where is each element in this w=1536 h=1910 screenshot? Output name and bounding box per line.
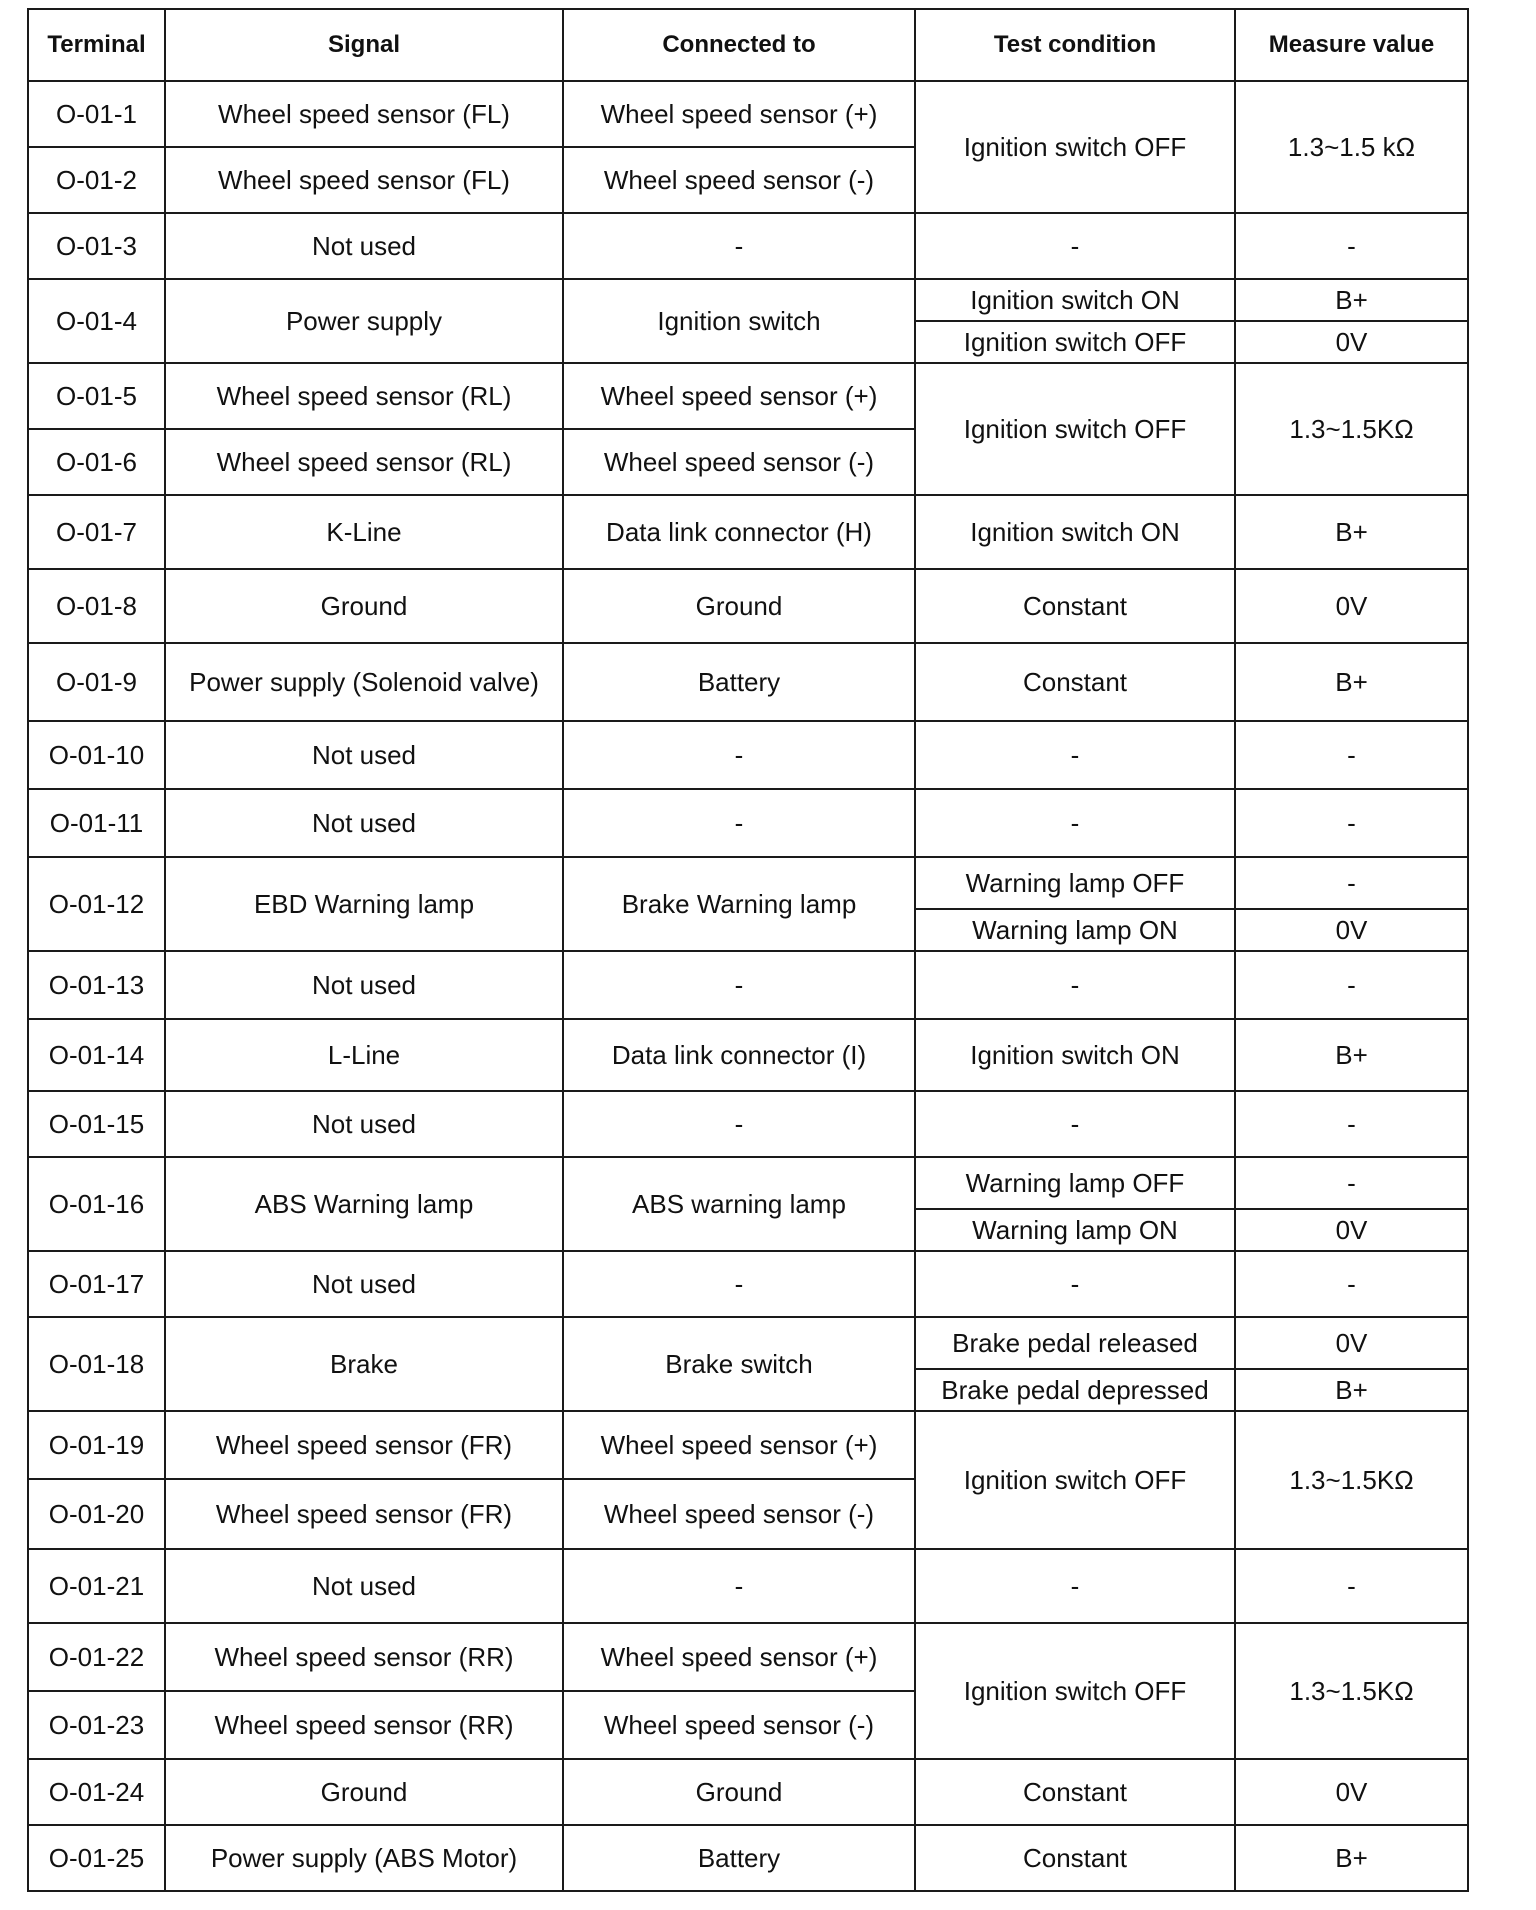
measure-value-cell: - [1235, 789, 1468, 857]
test-condition-cell: - [915, 213, 1235, 279]
signal-cell: L-Line [165, 1019, 563, 1091]
test-condition-cell: Ignition switch ON [915, 279, 1235, 321]
header-measure-value: Measure value [1235, 9, 1468, 81]
test-condition-cell: Warning lamp ON [915, 909, 1235, 951]
signal-cell: Wheel speed sensor (RL) [165, 363, 563, 429]
test-condition-cell: - [915, 1251, 1235, 1317]
measure-value-cell: B+ [1235, 1825, 1468, 1891]
connected-cell: Wheel speed sensor (-) [563, 1479, 915, 1549]
table-row [28, 1317, 1468, 1369]
connected-cell: - [563, 213, 915, 279]
terminal-cell: O-01-22 [28, 1623, 165, 1691]
signal-cell: Not used [165, 951, 563, 1019]
measure-value-cell: 0V [1235, 909, 1468, 951]
signal-cell: Wheel speed sensor (RL) [165, 429, 563, 495]
table-row [28, 569, 1468, 643]
terminal-cell: O-01-3 [28, 213, 165, 279]
test-condition-cell: Ignition switch OFF [915, 321, 1235, 363]
table-row [28, 1019, 1468, 1091]
connected-cell: Brake switch [563, 1317, 915, 1411]
connected-cell: Wheel speed sensor (-) [563, 429, 915, 495]
terminal-cell: O-01-12 [28, 857, 165, 951]
connected-cell: Battery [563, 1825, 915, 1891]
measure-value-cell: B+ [1235, 1019, 1468, 1091]
connected-cell: - [563, 1549, 915, 1623]
terminal-cell: O-01-23 [28, 1691, 165, 1759]
connected-cell: - [563, 1251, 915, 1317]
signal-cell: Power supply [165, 279, 563, 363]
table-row [28, 1411, 1468, 1479]
terminal-cell: O-01-5 [28, 363, 165, 429]
connected-cell: Wheel speed sensor (-) [563, 147, 915, 213]
terminal-cell: O-01-13 [28, 951, 165, 1019]
connected-cell: Wheel speed sensor (+) [563, 1623, 915, 1691]
test-condition-cell: Constant [915, 1825, 1235, 1891]
table-row [28, 363, 1468, 429]
measure-value-cell: - [1235, 1251, 1468, 1317]
test-condition-cell: Constant [915, 643, 1235, 721]
signal-cell: Wheel speed sensor (RR) [165, 1623, 563, 1691]
terminal-cell: O-01-15 [28, 1091, 165, 1157]
signal-cell: Not used [165, 213, 563, 279]
signal-cell: Not used [165, 1091, 563, 1157]
signal-cell: Not used [165, 721, 563, 789]
signal-cell: Ground [165, 1759, 563, 1825]
test-condition-cell: Ignition switch OFF [915, 81, 1235, 213]
signal-cell: Wheel speed sensor (FR) [165, 1411, 563, 1479]
table-row [28, 279, 1468, 321]
terminal-cell: O-01-17 [28, 1251, 165, 1317]
test-condition-cell: Warning lamp ON [915, 1209, 1235, 1251]
test-condition-cell: - [915, 1549, 1235, 1623]
measure-value-cell: 1.3~1.5 kΩ [1235, 81, 1468, 213]
test-condition-cell: - [915, 1091, 1235, 1157]
measure-value-cell: 0V [1235, 321, 1468, 363]
signal-cell: Brake [165, 1317, 563, 1411]
table-row [28, 643, 1468, 721]
connected-cell: Ground [563, 569, 915, 643]
test-condition-cell: Constant [915, 569, 1235, 643]
signal-cell: Wheel speed sensor (FL) [165, 147, 563, 213]
measure-value-cell: - [1235, 213, 1468, 279]
terminal-cell: O-01-24 [28, 1759, 165, 1825]
terminal-cell: O-01-16 [28, 1157, 165, 1251]
signal-cell: Power supply (ABS Motor) [165, 1825, 563, 1891]
table-row [28, 1091, 1468, 1157]
connected-cell: - [563, 951, 915, 1019]
table-row [28, 1157, 1468, 1209]
connected-cell: - [563, 789, 915, 857]
test-condition-cell: - [915, 789, 1235, 857]
signal-cell: Not used [165, 1549, 563, 1623]
connected-cell: Battery [563, 643, 915, 721]
header-signal: Signal [165, 9, 563, 81]
terminal-cell: O-01-4 [28, 279, 165, 363]
measure-value-cell: B+ [1235, 1369, 1468, 1411]
measure-value-cell: B+ [1235, 643, 1468, 721]
measure-value-cell: 0V [1235, 1209, 1468, 1251]
signal-cell: ABS Warning lamp [165, 1157, 563, 1251]
connected-cell: Wheel speed sensor (+) [563, 363, 915, 429]
table-row [28, 857, 1468, 909]
table-row [28, 81, 1468, 147]
test-condition-cell: Brake pedal depressed [915, 1369, 1235, 1411]
signal-cell: Not used [165, 789, 563, 857]
measure-value-cell: 1.3~1.5KΩ [1235, 1623, 1468, 1759]
terminal-cell: O-01-20 [28, 1479, 165, 1549]
measure-value-cell: - [1235, 1157, 1468, 1209]
header-test-condition: Test condition [915, 9, 1235, 81]
terminal-cell: O-01-7 [28, 495, 165, 569]
header-connected-to: Connected to [563, 9, 915, 81]
measure-value-cell: - [1235, 1091, 1468, 1157]
test-condition-cell: - [915, 721, 1235, 789]
signal-cell: K-Line [165, 495, 563, 569]
table-row [28, 213, 1468, 279]
connected-cell: Data link connector (I) [563, 1019, 915, 1091]
connected-cell: Data link connector (H) [563, 495, 915, 569]
measure-value-cell: - [1235, 951, 1468, 1019]
terminal-table [27, 8, 1469, 1892]
terminal-cell: O-01-19 [28, 1411, 165, 1479]
measure-value-cell: - [1235, 857, 1468, 909]
table-row [28, 1825, 1468, 1891]
signal-cell: Power supply (Solenoid valve) [165, 643, 563, 721]
signal-cell: Wheel speed sensor (FL) [165, 81, 563, 147]
table-header-row [28, 9, 1468, 81]
table-row [28, 789, 1468, 857]
test-condition-cell: Ignition switch OFF [915, 1411, 1235, 1549]
terminal-cell: O-01-9 [28, 643, 165, 721]
terminal-cell: O-01-6 [28, 429, 165, 495]
measure-value-cell: B+ [1235, 279, 1468, 321]
terminal-cell: O-01-2 [28, 147, 165, 213]
terminal-cell: O-01-10 [28, 721, 165, 789]
test-condition-cell: Ignition switch OFF [915, 1623, 1235, 1759]
signal-cell: Ground [165, 569, 563, 643]
signal-cell: Wheel speed sensor (RR) [165, 1691, 563, 1759]
connected-cell: Wheel speed sensor (+) [563, 81, 915, 147]
connected-cell: Ignition switch [563, 279, 915, 363]
measure-value-cell: 1.3~1.5KΩ [1235, 1411, 1468, 1549]
table-row [28, 1251, 1468, 1317]
header-terminal: Terminal [28, 9, 165, 81]
test-condition-cell: - [915, 951, 1235, 1019]
table-row [28, 1623, 1468, 1691]
signal-cell: Not used [165, 1251, 563, 1317]
connected-cell: Brake Warning lamp [563, 857, 915, 951]
table-row [28, 495, 1468, 569]
test-condition-cell: Constant [915, 1759, 1235, 1825]
measure-value-cell: B+ [1235, 495, 1468, 569]
connected-cell: Wheel speed sensor (-) [563, 1691, 915, 1759]
table-row [28, 1759, 1468, 1825]
terminal-cell: O-01-18 [28, 1317, 165, 1411]
test-condition-cell: Ignition switch ON [915, 1019, 1235, 1091]
terminal-cell: O-01-14 [28, 1019, 165, 1091]
signal-cell: EBD Warning lamp [165, 857, 563, 951]
terminal-cell: O-01-25 [28, 1825, 165, 1891]
measure-value-cell: 1.3~1.5KΩ [1235, 363, 1468, 495]
measure-value-cell: 0V [1235, 1317, 1468, 1369]
signal-cell: Wheel speed sensor (FR) [165, 1479, 563, 1549]
terminal-cell: O-01-11 [28, 789, 165, 857]
measure-value-cell: - [1235, 721, 1468, 789]
terminal-cell: O-01-8 [28, 569, 165, 643]
test-condition-cell: Brake pedal released [915, 1317, 1235, 1369]
test-condition-cell: Warning lamp OFF [915, 857, 1235, 909]
test-condition-cell: Ignition switch ON [915, 495, 1235, 569]
measure-value-cell: 0V [1235, 1759, 1468, 1825]
connected-cell: ABS warning lamp [563, 1157, 915, 1251]
connected-cell: - [563, 1091, 915, 1157]
connected-cell: Wheel speed sensor (+) [563, 1411, 915, 1479]
table-row [28, 1549, 1468, 1623]
terminal-cell: O-01-21 [28, 1549, 165, 1623]
test-condition-cell: Ignition switch OFF [915, 363, 1235, 495]
terminal-cell: O-01-1 [28, 81, 165, 147]
connected-cell: - [563, 721, 915, 789]
measure-value-cell: 0V [1235, 569, 1468, 643]
measure-value-cell: - [1235, 1549, 1468, 1623]
test-condition-cell: Warning lamp OFF [915, 1157, 1235, 1209]
table-row [28, 951, 1468, 1019]
table-row [28, 721, 1468, 789]
connected-cell: Ground [563, 1759, 915, 1825]
